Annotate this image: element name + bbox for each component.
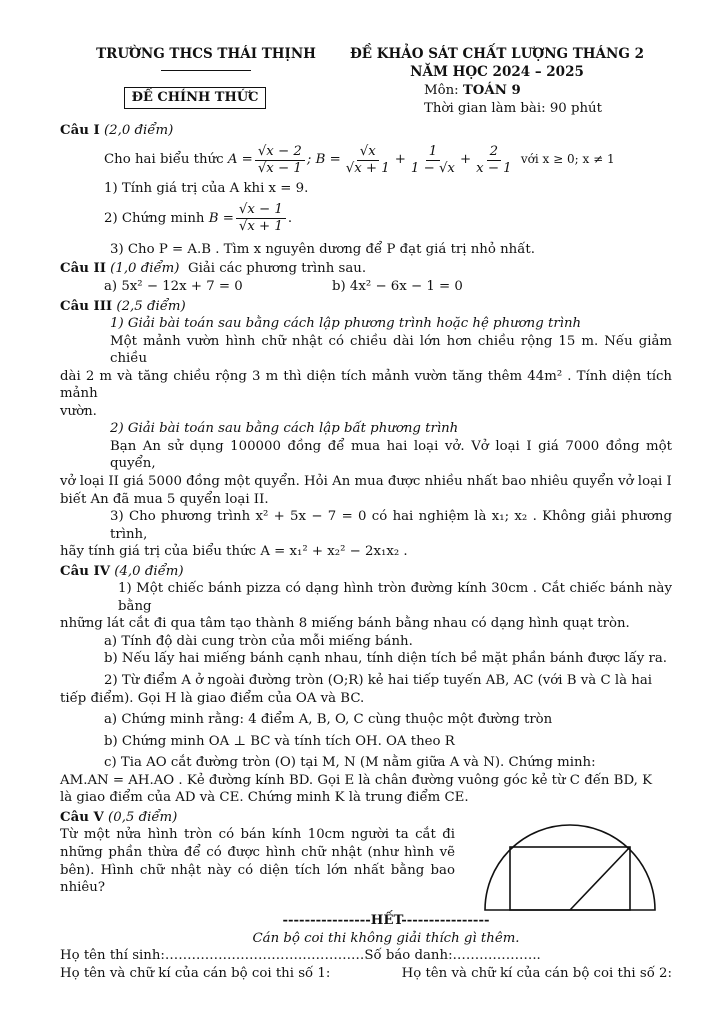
q3-p2-text2: vở loại II giá 5000 đồng một quyển. Hỏi An mua được nhiều nhất bao nhiêu quyển vở loại I <box>60 474 672 490</box>
q1-points: (2,0 điểm) <box>103 123 174 138</box>
q1-part-3: 3) Cho P = A.B . Tìm x nguyên dương để P đạt giá trị nhỏ nhất. <box>110 241 535 257</box>
q3-p1-text3: vườn. <box>60 403 97 419</box>
q1-B-fraction-2 <box>408 144 458 177</box>
q4-p1-b: b) Nếu lấy hai miếng bánh cạnh nhau, tính diện tích bề mặt phần bánh được lấy ra. <box>104 651 668 667</box>
q3-title: Câu III <box>60 298 113 314</box>
school-underline <box>161 70 251 71</box>
q3-p3-text2: hãy tính giá trị của biểu thức A = x₁² + x₂² − 2x₁x₂ . <box>60 544 408 560</box>
q3-p1-text2: dài 2 m và tăng chiều rộng 3 m thì diện tích mảnh vườn tăng thêm 44m² . Tính diện tích mảnh <box>60 368 672 402</box>
q2-b: b) 4x² − 6x − 1 = 0 <box>332 279 463 294</box>
q1-B-lhs: ; B = <box>306 152 341 168</box>
q1-plus-2: + <box>459 152 472 168</box>
q2-points: (1,0 điểm) <box>110 261 180 277</box>
q1-title: Câu I <box>60 123 100 138</box>
semicircle-rectangle-figure <box>480 812 660 912</box>
q5-title: Câu V <box>60 809 104 825</box>
q3-p1-text1: Một mảnh vườn hình chữ nhật có chiều dài lớn hơn chiều rộng 15 m. Nếu giảm chiều <box>110 333 672 367</box>
q5-points: (0,5 điểm) <box>108 809 178 825</box>
school-name: TRƯỜNG THCS THÁI THỊNH <box>96 46 316 62</box>
q1-part-2 <box>60 202 672 235</box>
supervisor-signatures <box>60 965 672 983</box>
q1-p2-num: √x − 1 <box>236 202 286 219</box>
q4-p2-c1: c) Tia AO cắt đường tròn (O) tại M, N (M nằm giữa A và N). Chứng minh: <box>104 755 596 771</box>
q3-p2-text1: Bạn An sử dụng 100000 đồng để mua hai loại vở. Vở loại I giá 7000 đồng một quyển, <box>110 438 672 472</box>
q1-B-fraction-3 <box>473 144 515 177</box>
exam-content <box>60 120 672 897</box>
question-2 <box>60 260 672 295</box>
time-limit: Thời gian làm bài: 90 phút <box>424 101 602 116</box>
q1-plus-1: + <box>394 152 406 168</box>
q1-A-num: √x − 2 <box>255 144 305 161</box>
q1-B-num3: 2 <box>487 144 501 161</box>
radius-line <box>570 847 630 910</box>
school-year: NĂM HỌC 2024 – 2025 <box>410 63 584 80</box>
school-header <box>86 46 326 71</box>
q1-A-den: √x − 1 <box>257 160 302 176</box>
q1-B-num2: 1 <box>426 144 440 161</box>
q4-p2-a: a) Chứng minh rằng: 4 điểm A, B, O, C cùng thuộc một đường tròn <box>104 712 553 728</box>
q1-intro-line <box>60 144 672 177</box>
q4-title: Câu IV <box>60 563 111 579</box>
q2-equations <box>60 278 672 296</box>
q1-p2-fraction <box>236 202 286 235</box>
q4-p1-a: a) Tính độ dài cung tròn của mỗi miếng bánh. <box>104 633 413 649</box>
subject-line <box>424 82 521 100</box>
proctor-note: Cán bộ coi thi không giải thích gì thêm. <box>252 930 520 946</box>
official-stamp-box: ĐỀ CHÍNH THỨC <box>124 87 266 109</box>
q1-A-lhs: A = <box>227 152 253 168</box>
q1-B-den2: 1 − √x <box>410 160 455 176</box>
q4-p1-text1: 1) Một chiếc bánh pizza có dạng hình tròn đường kính 30cm . Cắt chiếc bánh này bằng <box>118 581 672 614</box>
q4-p2-c2: AM.AN = AH.AO . Kẻ đường kính BD. Gọi E là chân đường vuông góc kẻ từ C đến BD, K <box>60 772 653 788</box>
q3-points: (2,5 điểm) <box>116 298 186 314</box>
q1-intro: Cho hai biểu thức <box>104 152 224 168</box>
supervisor-1: Họ tên và chữ kí của cán bộ coi thi số 1: <box>60 965 331 981</box>
q1-condition: với x ≥ 0; x ≠ 1 <box>520 152 615 167</box>
q1-B-num1: √x <box>357 144 379 161</box>
question-1 <box>60 122 672 258</box>
q1-p2-end: . <box>287 210 293 226</box>
q3-p3-text1: 3) Cho phương trình x² + 5x − 7 = 0 có hai nghiệm là x₁; x₂ . Không giải phương trình, <box>110 509 672 542</box>
candidate-line: Họ tên thí sinh:………………………………………Số báo danh:……………….. <box>60 948 541 964</box>
subject: TOÁN 9 <box>462 83 521 98</box>
q3-p2-text3: biết An đã mua 5 quyển loại II. <box>60 491 269 507</box>
question-3 <box>60 298 672 561</box>
q4-points: (4,0 điểm) <box>114 563 184 579</box>
q4-p1-text2: những lát cắt đi qua tâm tạo thành 8 miếng bánh bằng nhau có dạng hình quạt tròn. <box>60 616 630 632</box>
q4-p2-text1: 2) Từ điểm A ở ngoài đường tròn (O;R) kẻ hai tiếp tuyến AB, AC (với B và C là hai <box>104 673 652 689</box>
end-marker: ----------------HẾT---------------- <box>282 913 490 928</box>
question-4 <box>60 563 672 807</box>
q2-title: Câu II <box>60 261 106 277</box>
q3-p2-title: 2) Giải bài toán sau bằng cách lập bất phương trình <box>110 421 459 437</box>
q5-text: Từ một nửa hình tròn có bán kính 10cm người ta cắt đi những phần thừa để có được hình chữ nhật (như hình vẽ bên). Hình chữ nhật này có diện tích lớn nhất bằng bao nhiêu? <box>60 827 455 896</box>
supervisor-2: Họ tên và chữ kí của cán bộ coi thi số 2: <box>401 965 672 981</box>
exam-title: ĐỀ KHẢO SÁT CHẤT LƯỢNG THÁNG 2 <box>350 46 644 62</box>
q1-p2-pre: 2) Chứng minh <box>104 210 205 226</box>
q2-intro: Giải các phương trình sau. <box>187 261 367 277</box>
q1-B-den3: x − 1 <box>476 160 512 176</box>
q4-p2-c3: là giao điểm của AD và CE. Chứng minh K là trung điểm CE. <box>60 790 469 806</box>
exam-header <box>332 46 662 82</box>
inscribed-rectangle <box>510 847 630 910</box>
q1-A-fraction <box>255 144 305 177</box>
q4-p2-b: b) Chứng minh OA ⊥ BC và tính tích OH. OA theo R <box>104 733 455 749</box>
q1-B-fraction-1 <box>343 144 393 177</box>
q1-p2-lhs: B = <box>208 210 234 226</box>
q1-part-1: 1) Tính giá trị của A khi x = 9. <box>104 181 309 197</box>
q1-B-den1: √x + 1 <box>345 160 390 176</box>
q3-p1-title: 1) Giải bài toán sau bằng cách lập phương trình hoặc hệ phương trình <box>110 316 582 332</box>
footer <box>60 912 672 982</box>
q1-p2-den: √x + 1 <box>238 218 283 234</box>
subject-label: Môn: <box>424 83 463 98</box>
q4-p2-text2: tiếp điểm). Gọi H là giao điểm của OA và BC. <box>60 690 365 706</box>
q2-a: a) 5x² − 12x + 7 = 0 <box>104 279 243 294</box>
